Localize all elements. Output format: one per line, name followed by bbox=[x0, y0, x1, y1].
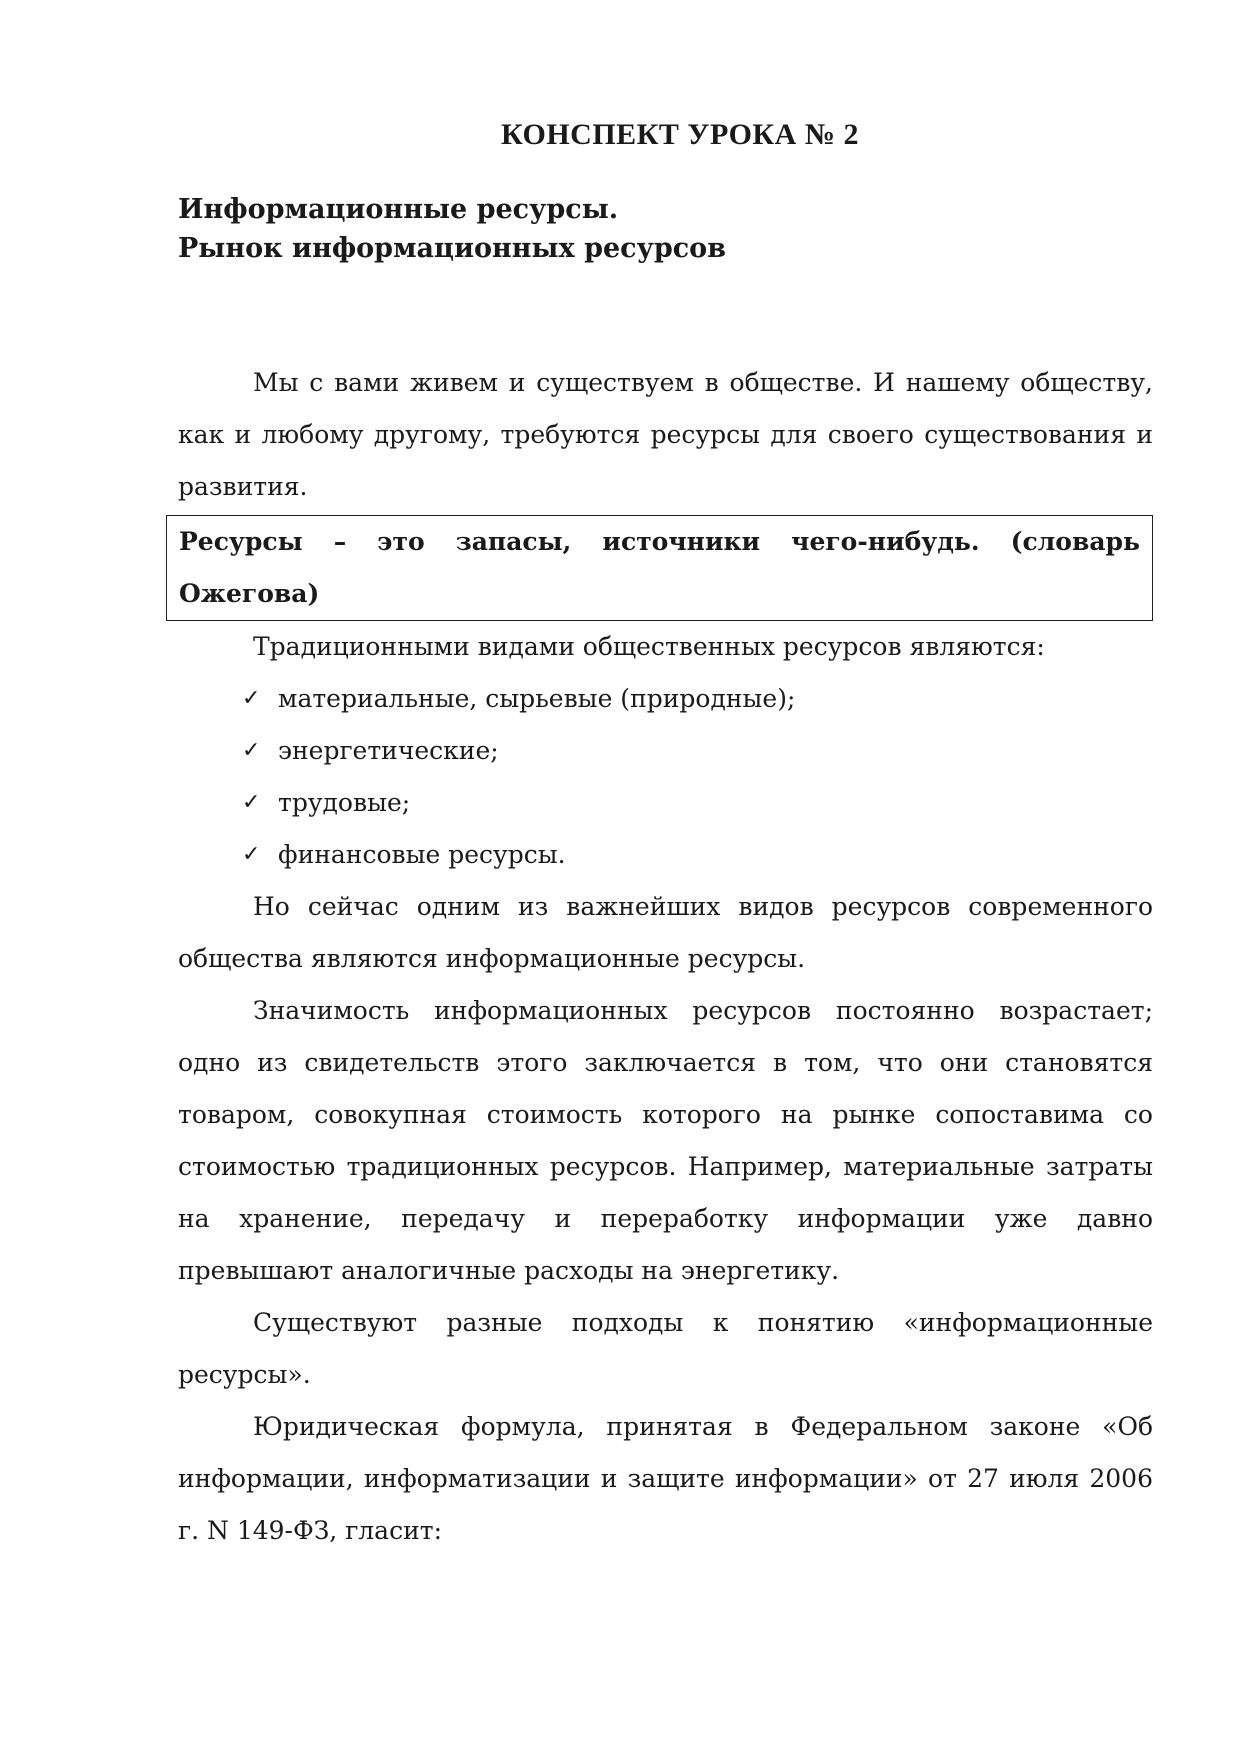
paragraph-significance: Значимость информационных ресурсов постоянно возрастает; одно из свидетельств этого заключается в том, что они становятся товаром, совокупная стоимость которого на рынке сопоставима со стоимостью традиционных ресурсов. Например, материальные затраты на хранение, передачу и переработку информации уже давно превышают аналогичные расходы на энергетику. bbox=[178, 996, 1153, 1285]
paragraph-modern-resources: Но сейчас одним из важнейших видов ресурсов современного общества являются информационные ресурсы. bbox=[178, 892, 1153, 973]
list-item-text: трудовые; bbox=[278, 788, 411, 817]
lesson-subtitle bbox=[178, 190, 726, 268]
check-icon: ✓ bbox=[242, 686, 261, 711]
page-title: КОНСПЕКТ УРОКА № 2 bbox=[500, 118, 859, 151]
paragraph-approaches: Существуют разные подходы к понятию «информационные ресурсы». bbox=[178, 1308, 1153, 1389]
definition-box: Ресурсы – это запасы, источники чего-нибудь. (словарь Ожегова) bbox=[166, 515, 1153, 621]
list-item-text: материальные, сырьевые (природные); bbox=[278, 684, 796, 713]
document-body bbox=[178, 357, 1153, 1557]
resource-types-list bbox=[178, 673, 1153, 881]
list-item bbox=[242, 829, 1153, 881]
check-icon: ✓ bbox=[242, 790, 261, 815]
list-item bbox=[242, 725, 1153, 777]
subtitle-line-1: Информационные ресурсы. bbox=[178, 194, 619, 225]
list-item-text: энергетические; bbox=[278, 736, 499, 765]
check-icon: ✓ bbox=[242, 842, 261, 867]
list-item bbox=[242, 777, 1153, 829]
list-item-text: финансовые ресурсы. bbox=[278, 840, 566, 869]
check-icon: ✓ bbox=[242, 738, 261, 763]
subtitle-line-2: Рынок информационных ресурсов bbox=[178, 233, 726, 264]
paragraph-intro: Мы с вами живем и существуем в обществе. И нашему обществу, как и любому другому, требуются ресурсы для своего существования и развития. bbox=[178, 368, 1153, 501]
paragraph-legal-formula: Юридическая формула, принятая в Федеральном законе «Об информации, информатизации и защите информации» от 27 июля 2006 г. N 149-ФЗ, гласит: bbox=[178, 1412, 1153, 1545]
list-item bbox=[242, 673, 1153, 725]
list-intro: Традиционными видами общественных ресурсов являются: bbox=[253, 632, 1045, 661]
